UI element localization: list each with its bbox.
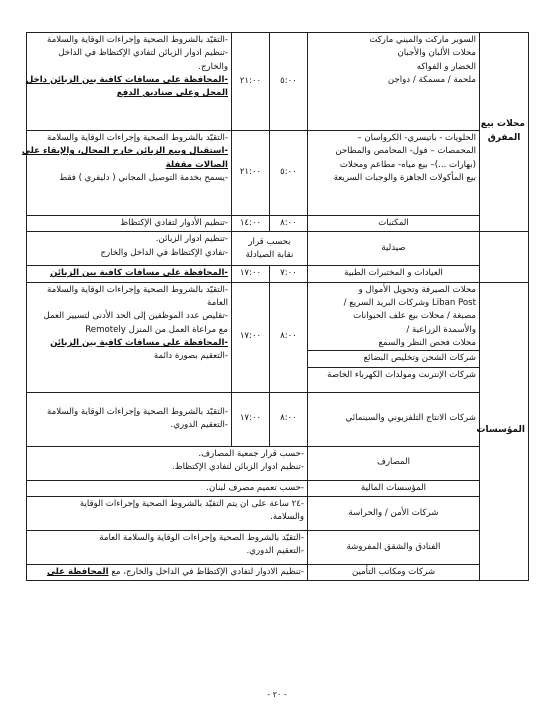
close-time: ٢١:٠٠ [232, 131, 270, 216]
open-time: ٥:٠٠ [270, 33, 308, 131]
close-time: ١٧:٠٠ [232, 392, 270, 446]
measure-line: -يسمح بخدمة التوصيل المجاني ( دليفري ) فقط [59, 172, 228, 183]
measure-line: والسلامة. [270, 512, 304, 523]
category-subcell [308, 367, 479, 383]
measure-line: -التقيّد بالشروط الصحية وإجراءات الوقاية والسلامة [47, 284, 228, 295]
measures-cell: -تنظيم الأدوار لتفادي الإكتظاظ [27, 216, 232, 232]
section-label: المفرق [487, 133, 521, 144]
table-row [27, 33, 529, 131]
measures-cell [27, 530, 308, 564]
category-cell [308, 131, 480, 216]
measure-line: -٢٤ ساعة على ان يتم التقيّد بالشروط الصحية وإجراءات الوقاية [79, 498, 304, 509]
category-cell [308, 282, 480, 392]
measure-line: -التعقيم الدوري. [246, 546, 304, 557]
category-line: شركات الإنترنت ومولدات الكهرباء الخاصة [327, 369, 476, 380]
category-line: محلات فحص النظر والسمع [378, 337, 476, 348]
measure-line: -تفادي الإكتظاظ في الداخل والخارج [100, 247, 228, 258]
category-line: الخضار و الفواكه [416, 61, 476, 72]
category-line: بيع المأكولات الجاهزة والوجبات السريعة [333, 172, 476, 183]
table-row [27, 282, 529, 392]
table-row [27, 216, 529, 232]
measures-cell [27, 496, 308, 530]
measures-cell [27, 232, 232, 266]
regulations-table [21, 32, 529, 581]
table-row [27, 480, 529, 496]
measure-line-bold: المحافظة على [46, 566, 109, 577]
page-number: - ٢٠ - [267, 690, 287, 699]
category-line: (بهارات ...)– بيع مياه- مطاعم ومحلات [339, 159, 476, 170]
measures-cell: -حسب تعميم مصرف لبنان. [27, 480, 308, 496]
close-time: ١٤:٠٠ [232, 216, 270, 232]
category-cell [308, 33, 480, 131]
measure-line: -التقيّد بالشروط الصحية وإجراءات الوقاية والسلامة العامة [99, 532, 304, 543]
hours-cell [232, 232, 308, 266]
category-line: شركات الشحن وتخليص البضائع [363, 353, 476, 364]
category-line: مصبغة / محلات بيع علف الحيوانات [353, 311, 476, 322]
open-time: ٧:٠٠ [270, 266, 308, 282]
category-cell: شركات ومكاتب التأمين [308, 564, 480, 580]
category-cell: شركات الأمن / والحراسة [308, 496, 480, 530]
category-line: محلات الصيرفة وتحويل الأموال و [358, 284, 476, 295]
section-retail [480, 33, 529, 232]
measures-cell [27, 564, 308, 580]
measure-line: -تنظيم ادوار الزبائن لتفادي الإكتظاظ. [171, 461, 304, 472]
table-row [27, 446, 529, 480]
open-time: ٨:٠٠ [270, 216, 308, 232]
category-line: ملحمة / مسمكة / دواجن [387, 74, 476, 85]
measure-line-bold: -المحافظة على مسافات كافية بين الزبائن داخل [25, 74, 228, 85]
measures-cell [27, 282, 232, 392]
measures-cell [27, 446, 308, 480]
category-line: والأسمدة الزراعية / [406, 324, 476, 335]
measure-line-bold: الصالات مقفلة [165, 159, 228, 170]
measure-line: العامة [207, 297, 228, 308]
category-cell: صيدلية [308, 232, 480, 266]
category-cell: المصارف [308, 446, 480, 480]
section-label: محلات بيع [480, 119, 525, 130]
measure-line: -التقيّد بالشروط الصحية وإجراءات الوقاية والسلامة [47, 406, 228, 417]
measure-line: -تقليص عدد الموظفين إلى الحد الأدنى لتسيير العمل [43, 311, 228, 322]
table-row [27, 131, 529, 216]
category-subcell [308, 350, 479, 366]
category-cell: المكتبات [308, 216, 480, 232]
measure-line: -التقيّد بالشروط الصحية وإجراءات الوقاية والسلامة [47, 35, 228, 45]
measure-line: والخارج. [198, 61, 228, 72]
measure-line-bold: المحل وعلى صناديق الدفع [116, 88, 228, 99]
measure-line: -التعقيم بصورة دائمة [153, 351, 228, 362]
category-cell: شركات الانتاج التلفزيوني والسينمائي [308, 392, 480, 446]
category-cell: الفنادق والشقق المفروشة [308, 530, 480, 564]
measure-line: -حسب قرار جمعية المصارف. [198, 448, 304, 459]
table-row [27, 392, 529, 446]
open-time: ٨:٠٠ [270, 282, 308, 392]
close-time: ٢١:٠٠ [232, 33, 270, 131]
close-time: ١٧:٠٠ [232, 282, 270, 392]
measure-line-bold: -المحافظة على مسافات كافية بين الزبائن [50, 337, 228, 348]
category-line: السوبر ماركت والميني ماركت [369, 35, 476, 45]
category-cell: المؤسسات المالية [308, 480, 480, 496]
table-row [27, 232, 529, 266]
measure-line: مع مراعاة العمل من المنزل Remotely [85, 324, 228, 335]
measure-line-bold: -استقبال وبيع الزبائن خارج المحال، والإبقاء على [21, 146, 228, 157]
table-row [27, 530, 529, 564]
category-line: الحلويات - باتيسري- الكرواسان – [357, 133, 476, 143]
section-institutions: المؤسسات [480, 282, 529, 581]
open-time: ٥:٠٠ [270, 131, 308, 216]
hours-line: بحسب قرار [248, 236, 291, 247]
category-cell: العيادات و المختبرات الطبية [308, 266, 480, 282]
measures-cell [27, 392, 232, 446]
empty-section-cell [480, 232, 529, 282]
category-line: المحمصات – فول- المحامص والمطاحن [335, 146, 476, 157]
table-row [27, 496, 529, 530]
category-line: Liban Post وشركات البريد السريع / [343, 297, 476, 308]
measure-line: -التقيّد بالشروط الصحية وإجراءات الوقاية والسلامة [47, 133, 228, 143]
open-time: ٨:٠٠ [270, 392, 308, 446]
measures-cell: -المحافظة على مسافات كافية بين الزبائن [27, 266, 232, 282]
measures-cell [21, 131, 232, 216]
hours-line: نقابة الصيادلة [245, 249, 294, 260]
measure-line: -تنظيم ادوار الزبائن. [155, 234, 228, 245]
measures-cell [27, 33, 232, 131]
table-row [27, 266, 529, 282]
measure-line: -تنظيم ادوار الزبائن لتفادي الإكتظاظ في الداخل [58, 48, 228, 59]
table-row [27, 564, 529, 580]
category-line: محلات الألبان والأجبان [397, 48, 476, 59]
close-time: ١٧:٠٠ [232, 266, 270, 282]
measure-line: -التعقيم الدوري. [170, 420, 228, 431]
measure-line: -تنظيم الادوار لتفادي الإكتظاظ في الداخل والخارج، مع [111, 566, 304, 577]
